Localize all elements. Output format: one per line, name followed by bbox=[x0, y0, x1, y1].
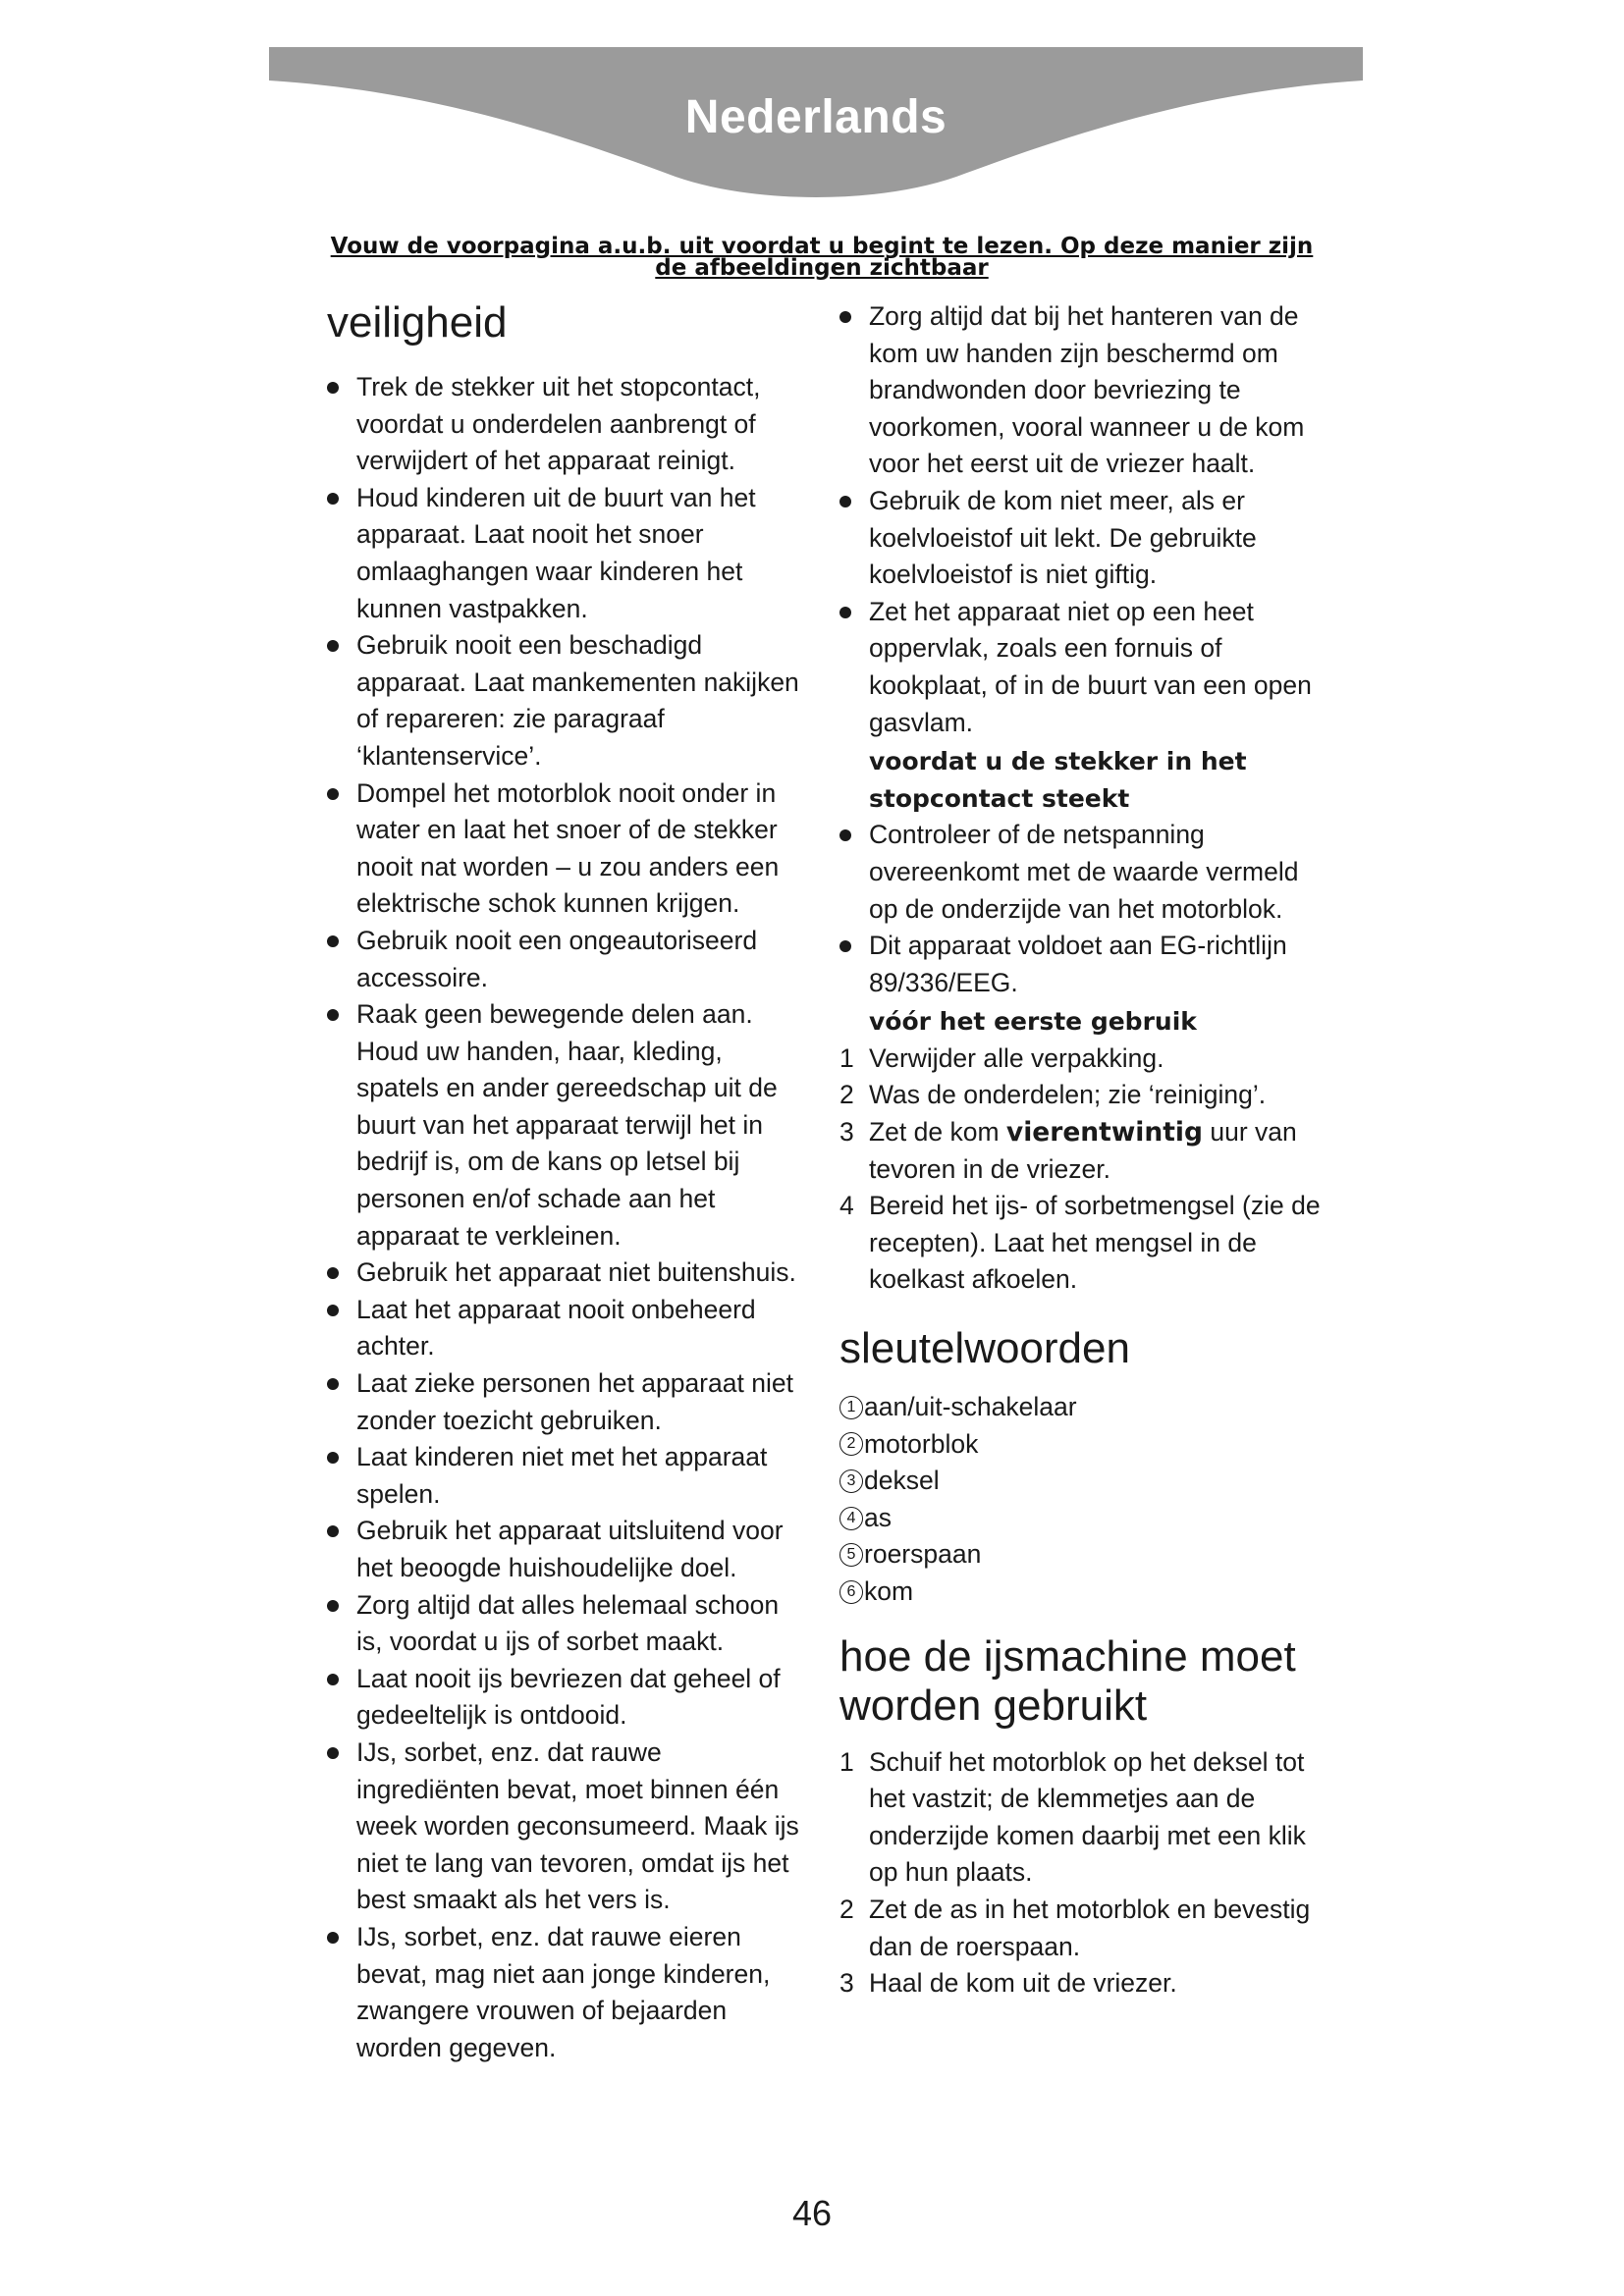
circled-number: 4 bbox=[839, 1507, 863, 1530]
keyword-item bbox=[839, 1463, 1321, 1500]
step-item bbox=[839, 1892, 1321, 1965]
circled-number: 3 bbox=[839, 1469, 863, 1493]
keyword-item bbox=[839, 1389, 1321, 1426]
list-item: Dompel het motorblok nooit onder in water en laat het snoer of de stekker nooit nat worden – u zou anders een elektrische schok kunnen krijgen. bbox=[327, 775, 808, 923]
step-text: Verwijder alle verpakking. bbox=[869, 1042, 1164, 1073]
plug-in-subheading: voordat u de stekker in het stopcontact steekt bbox=[869, 747, 1247, 813]
circled-number: 2 bbox=[839, 1432, 863, 1456]
step-text-pre: Zet de kom bbox=[869, 1117, 1006, 1148]
keywords-title: sleutelwoorden bbox=[839, 1324, 1130, 1373]
usage-title: hoe de ijsmachine moet worden gebruikt bbox=[839, 1631, 1296, 1730]
first-use-steps bbox=[839, 1041, 1321, 1299]
step-number: 1 bbox=[839, 1746, 854, 1777]
usage-steps bbox=[839, 1744, 1321, 2002]
step-item bbox=[839, 1077, 1321, 1114]
first-use-subheading: vóór het eerste gebruik bbox=[869, 1007, 1197, 1037]
step-number: 2 bbox=[839, 1080, 854, 1110]
step-text: Zet de as in het motorblok en bevestig dan de roerspaan. bbox=[869, 1894, 1311, 1961]
step-number: 4 bbox=[839, 1191, 854, 1221]
safety-title: veiligheid bbox=[327, 298, 508, 347]
list-item: Houd kinderen uit de buurt van het apparaat. Laat nooit het snoer omlaaghangen waar kinderen het kunnen vastpakken. bbox=[327, 480, 808, 627]
list-item: Laat kinderen niet met het apparaat spelen. bbox=[327, 1439, 808, 1513]
list-item: Laat het apparaat nooit onbeheerd achter. bbox=[327, 1292, 808, 1365]
keyword-label: motorblok bbox=[864, 1428, 979, 1459]
step-text-post: uur van tevoren in de vriezer. bbox=[869, 1117, 1297, 1184]
list-item: Laat nooit ijs bevriezen dat geheel of gedeeltelijk is ontdooid. bbox=[327, 1661, 808, 1735]
step-item bbox=[839, 1041, 1321, 1078]
step-text: Was de onderdelen; zie ‘reiniging’. bbox=[869, 1080, 1267, 1110]
list-item: Gebruik het apparaat uitsluitend voor het beoogde huishoudelijke doel. bbox=[327, 1513, 808, 1586]
keyword-item bbox=[839, 1426, 1321, 1464]
step-number: 3 bbox=[839, 1968, 854, 1999]
header-title: Nederlands bbox=[684, 91, 947, 143]
list-item: Laat zieke personen het apparaat niet zonder toezicht gebruiken. bbox=[327, 1365, 808, 1439]
list-item: Trek de stekker uit het stopcontact, voordat u onderdelen aanbrengt of verwijdert of het apparaat reinigt. bbox=[327, 369, 808, 480]
step-number: 3 bbox=[839, 1117, 854, 1148]
keyword-item bbox=[839, 1536, 1321, 1574]
page-number: 46 bbox=[791, 2193, 833, 2233]
step-item bbox=[839, 1965, 1321, 2002]
list-item: Zorg altijd dat alles helemaal schoon is, voordat u ijs of sorbet maakt. bbox=[327, 1587, 808, 1661]
fold-out-notice: Vouw de voorpagina a.u.b. uit voordat u begint te lezen. Op deze manier zijn de afbeeldingen zichtbaar bbox=[330, 234, 1314, 281]
step-item bbox=[839, 1114, 1321, 1188]
keyword-label: kom bbox=[864, 1576, 914, 1606]
list-item: IJs, sorbet, enz. dat rauwe ingrediënten bevat, moet binnen één week worden geconsumeerd. Maak ijs niet te lang van tevoren, omdat ijs het best smaakt als het vers is. bbox=[327, 1735, 808, 1919]
step-number: 1 bbox=[839, 1042, 854, 1073]
list-item: Gebruik het apparaat niet buitenshuis. bbox=[327, 1255, 808, 1292]
circled-number: 5 bbox=[839, 1543, 863, 1567]
step-text: Haal de kom uit de vriezer. bbox=[869, 1968, 1177, 1999]
keyword-label: roerspaan bbox=[864, 1539, 982, 1570]
list-item: Gebruik de kom niet meer, als er koelvloeistof uit lekt. De gebruikte koelvloeistof is niet giftig. bbox=[839, 483, 1321, 594]
circled-number: 6 bbox=[839, 1580, 863, 1604]
step-item bbox=[839, 1744, 1321, 1892]
left-column bbox=[327, 298, 808, 2066]
list-item: Gebruik nooit een ongeautoriseerd accessoire. bbox=[327, 923, 808, 996]
keyword-item bbox=[839, 1574, 1321, 1611]
step-text: Bereid het ijs- of sorbetmengsel (zie de recepten). Laat het mengsel in de koelkast afkoelen. bbox=[869, 1191, 1321, 1295]
list-item: Zet het apparaat niet op een heet oppervlak, zoals een fornuis of kookplaat, of in de buurt van een open gasvlam. bbox=[839, 594, 1321, 741]
keyword-label: aan/uit-schakelaar bbox=[864, 1392, 1077, 1422]
safety-list-continued bbox=[839, 298, 1321, 741]
keyword-item bbox=[839, 1500, 1321, 1537]
plug-in-list bbox=[839, 817, 1321, 1001]
circled-number: 1 bbox=[839, 1396, 863, 1419]
list-item: IJs, sorbet, enz. dat rauwe eieren bevat, mag niet aan jonge kinderen, zwangere vrouwen of bejaarden worden gegeven. bbox=[327, 1919, 808, 2066]
list-item: Raak geen bewegende delen aan. Houd uw handen, haar, kleding, spatels en ander gereedschap uit de buurt van het apparaat terwijl het in bedrijf is, om de kans op letsel bij personen en/of schade aan het apparaat te verkleinen. bbox=[327, 996, 808, 1255]
list-item: Zorg altijd dat bij het hanteren van de kom uw handen zijn beschermd om brandwonden door bevriezing te voorkomen, vooral wanneer u de kom voor het eerst uit de vriezer haalt. bbox=[839, 298, 1321, 483]
keywords-list bbox=[839, 1389, 1321, 1611]
keyword-label: as bbox=[864, 1502, 892, 1532]
step-text-bold: vierentwintig bbox=[1005, 1117, 1203, 1148]
list-item: Controleer of de netspanning overeenkomt met de waarde vermeld op de onderzijde van het motorblok. bbox=[839, 817, 1321, 928]
list-item: Gebruik nooit een beschadigd apparaat. Laat mankementen nakijken of repareren: zie paragraaf ‘klantenservice’. bbox=[327, 627, 808, 774]
keyword-label: deksel bbox=[864, 1466, 940, 1496]
right-column bbox=[839, 298, 1321, 2002]
step-text: Schuif het motorblok op het deksel tot het vastzit; de klemmetjes aan de onderzijde komen daarbij met een klik op hun plaats. bbox=[869, 1746, 1306, 1888]
safety-list bbox=[327, 369, 808, 2066]
list-item: Dit apparaat voldoet aan EG-richtlijn 89/336/EEG. bbox=[839, 928, 1321, 1001]
step-item bbox=[839, 1188, 1321, 1299]
step-number: 2 bbox=[839, 1894, 854, 1924]
